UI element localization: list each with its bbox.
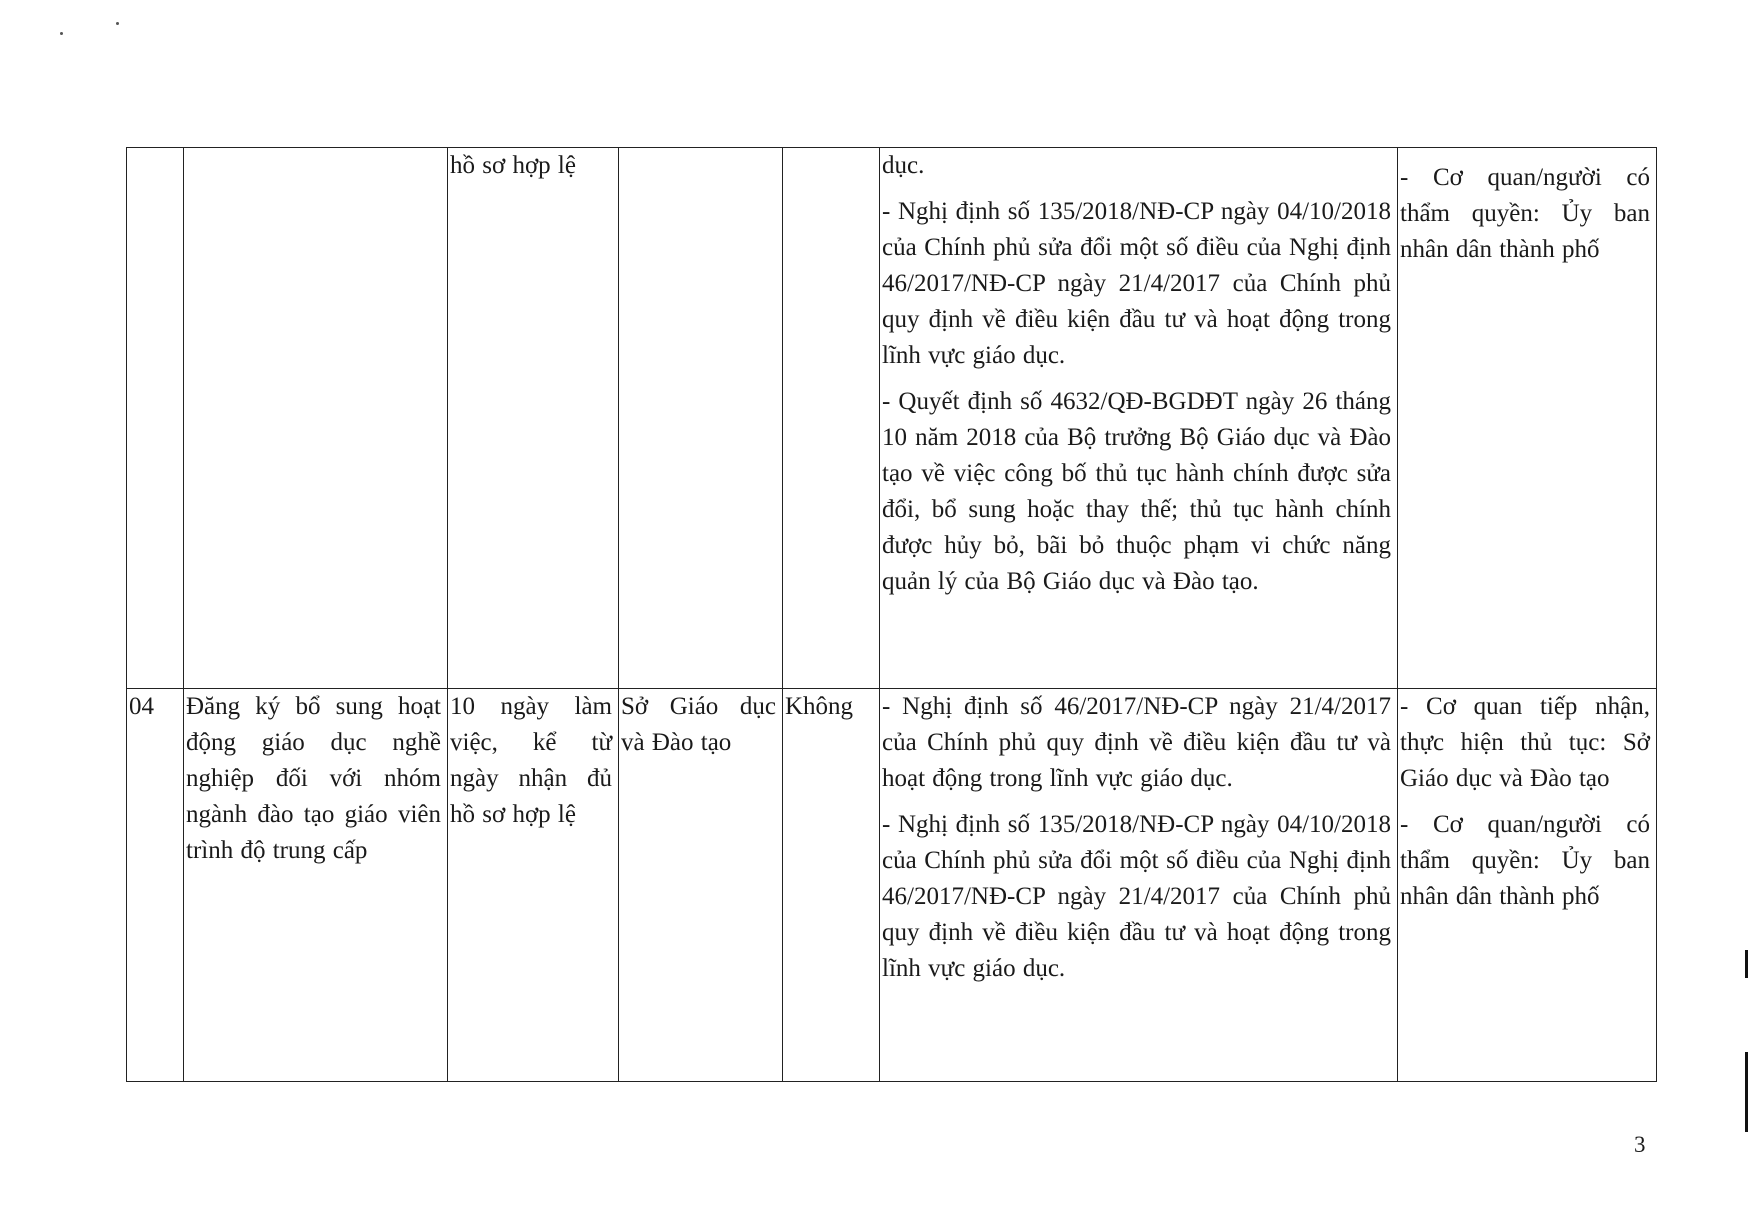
cell-procedure-name: [184, 148, 448, 689]
table-row-04: [127, 689, 1657, 1082]
legal-basis-paragraph: - Nghị định số 135/2018/NĐ-CP ngày 04/10/2018 của Chính phủ sửa đổi một số điều của Nghị định 46/2017/NĐ-CP ngày 21/4/2017 của Chính phủ quy định về điều kiện đầu tư và hoạt động trong lĩnh vực giáo dục.: [882, 198, 1391, 369]
agency-paragraph: - Cơ quan/người có thẩm quyền: Ủy ban nhân dân thành phố: [1400, 811, 1650, 910]
agency-paragraph: - Cơ quan/người có thẩm quyền: Ủy ban nhân dân thành phố: [1400, 164, 1650, 263]
legal-basis-paragraph: dục.: [882, 152, 925, 179]
cell-place: [619, 148, 783, 689]
agency-paragraph: - Cơ quan tiếp nhận, thực hiện thủ tục: Sở Giáo dục và Đào tạo: [1400, 693, 1650, 792]
cell-processing-time: 10 ngày làm việc, kể từ ngày nhận đủ hồ sơ hợp lệ: [448, 689, 619, 1082]
cell-fee: Không: [783, 689, 880, 1082]
legal-basis-paragraph: - Quyết định số 4632/QĐ-BGDĐT ngày 26 tháng 10 năm 2018 của Bộ trưởng Bộ Giáo dục và Đào tạo về việc công bố thủ tục hành chính được sửa đổi, bổ sung hoặc thay thế; thủ tục hành chính được hủy bỏ, bãi bỏ thuộc phạm vi chức năng quản lý của Bộ Giáo dục và Đào tạo.: [882, 388, 1391, 595]
cell-fee: [783, 148, 880, 689]
page-number: 3: [1634, 1132, 1646, 1157]
scan-speck: [116, 22, 119, 25]
cell-processing-time: hồ sơ hợp lệ: [448, 148, 619, 689]
procedure-table: [126, 147, 1657, 1082]
cell-stt: 04: [127, 689, 184, 1082]
cell-procedure-name: Đăng ký bổ sung hoạt động giáo dục nghề nghiệp đối với nhóm ngành đào tạo giáo viên trình độ trung cấp: [184, 689, 448, 1082]
cell-agency: [1398, 148, 1657, 689]
scan-speck: [60, 32, 63, 35]
legal-basis-paragraph: - Nghị định số 46/2017/NĐ-CP ngày 21/4/2017 của Chính phủ quy định về điều kiện đầu tư và hoạt động trong lĩnh vực giáo dục.: [882, 693, 1391, 792]
cell-agency: [1398, 689, 1657, 1082]
legal-basis-paragraph: - Nghị định số 135/2018/NĐ-CP ngày 04/10/2018 của Chính phủ sửa đổi một số điều của Nghị định 46/2017/NĐ-CP ngày 21/4/2017 của Chính phủ quy định về điều kiện đầu tư và hoạt động trong lĩnh vực giáo dục.: [882, 811, 1391, 982]
cell-place: Sở Giáo dục và Đào tạo: [619, 689, 783, 1082]
cell-stt: [127, 148, 184, 689]
cell-legal-basis: [880, 148, 1398, 689]
table-row-continuation: [127, 148, 1657, 689]
cell-legal-basis: [880, 689, 1398, 1082]
